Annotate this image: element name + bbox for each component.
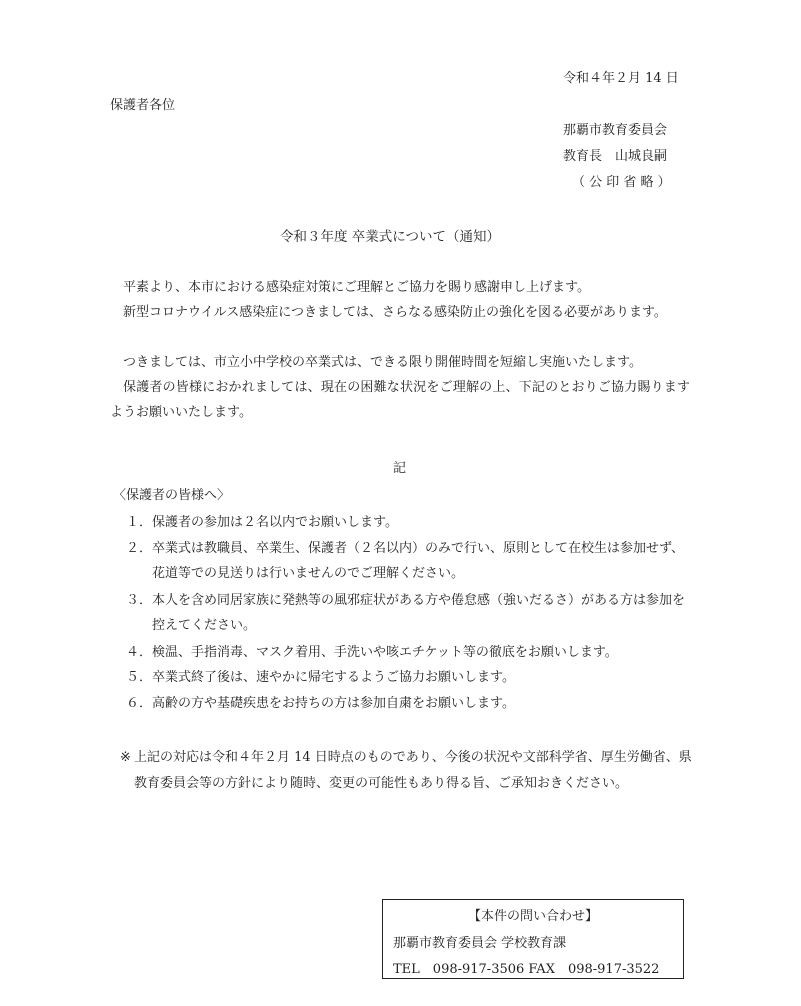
note xyxy=(120,745,692,797)
list-item-text: 検温、手指消毒、マスク着用、手洗いや咳エチケット等の徹底をお願いします。 xyxy=(152,645,618,660)
contact-heading: 【本件の問い合わせ】 xyxy=(468,909,599,924)
note-text: 上記の対応は令和４年２月 14 日時点のものであり、今後の状況や文部科学省、厚生労働省、県教育委員会等の方針により随時、変更の可能性もあり得る旨、ご承知おきください。 xyxy=(134,750,692,791)
contact-box xyxy=(382,899,684,979)
document-title: 令和３年度 卒業式について（通知） xyxy=(280,229,501,245)
list-item xyxy=(126,588,692,638)
list-item-number: ２． xyxy=(126,541,153,556)
body-paragraph-2: 新型コロナウイルス感染症につきましては、さらなる感染防止の強化を図る必要があります。 xyxy=(123,305,667,320)
list-item xyxy=(126,665,692,690)
list-item xyxy=(126,536,692,586)
sender-title: 教育長 山城良嗣 xyxy=(563,149,668,164)
list-item-text: 本人を含め同居家族に発熱等の風邪症状がある方や倦怠感（強いだるさ）がある方は参加を控えてください。 xyxy=(152,593,686,633)
document-date: 令和４年２月 14 日 xyxy=(563,71,679,86)
list-item-text: 高齢の方や基礎疾患をお持ちの方は参加自粛をお願いします。 xyxy=(152,696,515,711)
body-paragraph-1: 平素より、本市における感染症対策にご理解とご協力を賜り感謝申し上げます。 xyxy=(123,280,590,295)
list-item-number: １． xyxy=(126,515,153,530)
list-item-number: ６． xyxy=(126,696,153,711)
list-item xyxy=(126,510,692,535)
recipient: 保護者各位 xyxy=(110,98,176,113)
list-item-text: 保護者の参加は２名以内でお願いします。 xyxy=(152,515,398,530)
list-item-text: 卒業式終了後は、速やかに帰宅するようご協力お願いします。 xyxy=(152,670,515,685)
contact-department: 那覇市教育委員会 学校教育課 xyxy=(393,936,567,951)
seal-note: （ 公 印 省 略 ） xyxy=(572,175,671,190)
sender-organization: 那覇市教育委員会 xyxy=(563,123,668,138)
list-item-number: ４． xyxy=(126,645,153,660)
contact-phone: TEL 098-917-3506 FAX 098-917-3522 xyxy=(393,962,660,977)
ki-heading: 記 xyxy=(393,461,407,476)
note-mark: ※ xyxy=(120,750,131,765)
section-heading: 〈保護者の皆様へ〉 xyxy=(113,488,231,503)
list-item-text: 卒業式は教職員、卒業生、保護者（２名以内）のみで行い、原則として在校生は参加せず、花道等での見送りは行いませんのでご理解ください。 xyxy=(152,541,684,581)
list-item-number: ５． xyxy=(126,670,153,685)
list-item xyxy=(126,691,692,716)
list-item-number: ３． xyxy=(126,593,153,608)
body-paragraph-4: 保護者の皆様におかれましては、現在の困難な状況をご理解の上、下記のとおりご協力賜りますようお願いいたします。 xyxy=(110,380,690,420)
list-item xyxy=(126,640,692,665)
body-paragraph-3: つきましては、市立小中学校の卒業式は、できる限り開催時間を短縮し実施いたします。 xyxy=(123,355,642,370)
